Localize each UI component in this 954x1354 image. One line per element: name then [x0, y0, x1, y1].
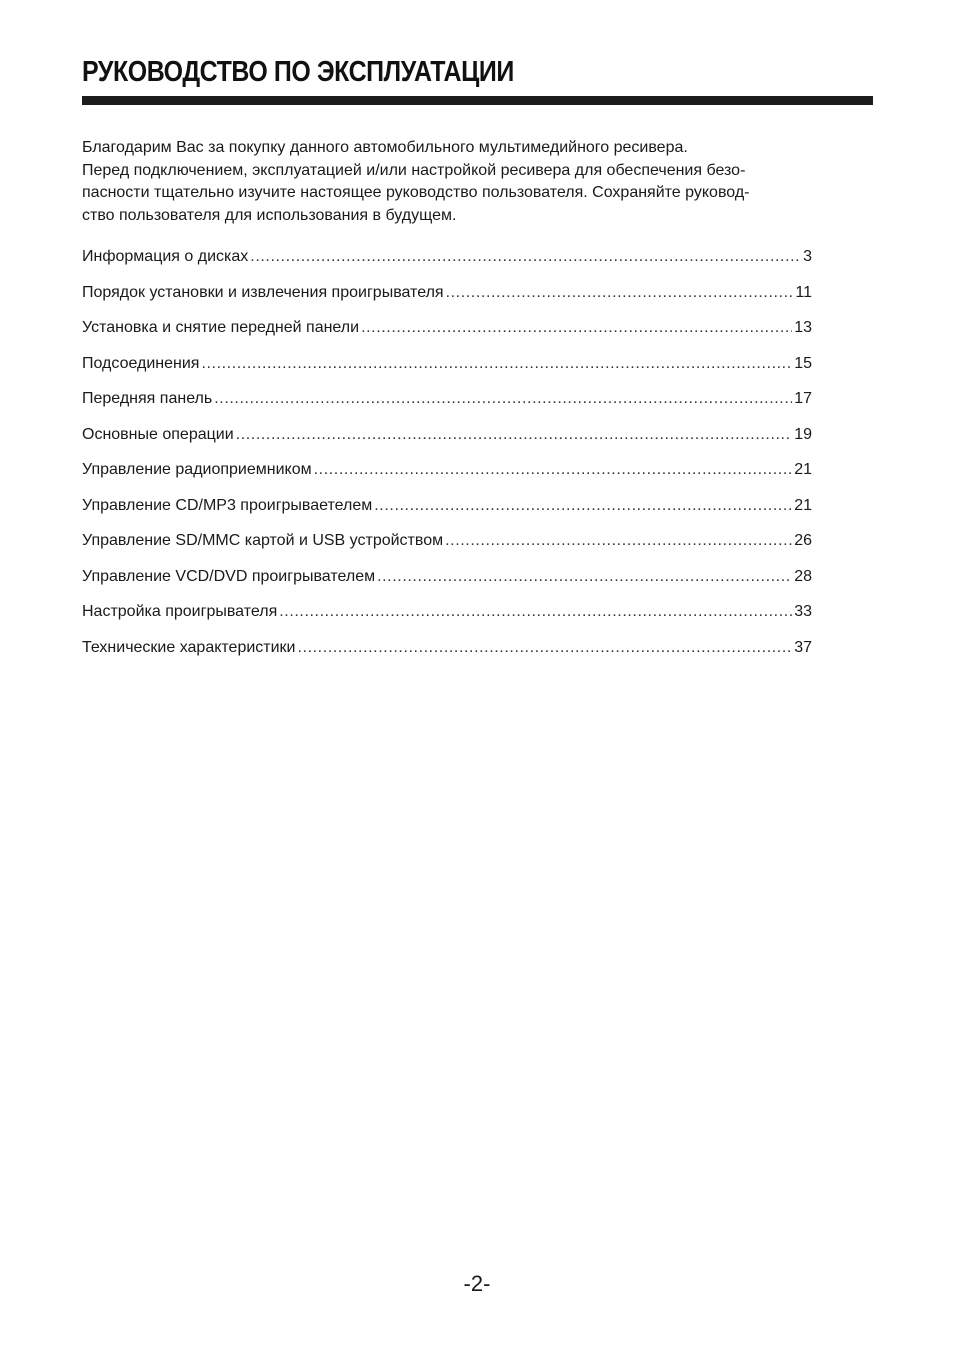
- toc-entry-page: 33: [794, 603, 812, 620]
- intro-line: ство пользователя для использования в будущем.: [82, 206, 457, 224]
- page-title: РУКОВОДСТВО ПО ЭКСПЛУАТАЦИИ: [82, 56, 514, 88]
- toc-entry-label: Управление SD/MMC картой и USB устройством: [82, 532, 444, 549]
- toc-entry-label: Управление VCD/DVD проигрывателем: [82, 567, 376, 585]
- toc-entry-sd-usb[interactable]: [82, 528, 812, 564]
- toc-entry-page: 11: [795, 283, 812, 301]
- toc-leader-dots: [314, 457, 793, 483]
- toc-entry-page: 37: [794, 638, 812, 656]
- toc-entry-page: 17: [794, 390, 812, 407]
- toc-entry-label: Передняя панель: [82, 390, 213, 407]
- intro-line: Перед подключением, эксплуатацией и/или настройкой ресивера для обеспечения безо-: [82, 161, 746, 179]
- toc-entry-connections[interactable]: [82, 351, 812, 387]
- toc-entry-cd-mp3[interactable]: [82, 493, 812, 529]
- toc-entry-vcd-dvd[interactable]: [82, 564, 812, 600]
- toc-entry-label: Настройка проигрывателя: [82, 603, 278, 620]
- toc-entry-specifications[interactable]: [82, 635, 812, 671]
- toc-entry-label: Основные операции: [82, 425, 234, 443]
- toc-entry-page: 19: [794, 425, 812, 443]
- toc-entry-front-panel-install[interactable]: [82, 315, 812, 351]
- toc-entry-label: Подсоединения: [82, 354, 200, 372]
- toc-entry-page: 21: [794, 496, 812, 514]
- toc-leader-dots: [377, 564, 792, 590]
- toc-entry-basic-operations[interactable]: [82, 422, 812, 458]
- toc-leader-dots: [201, 351, 792, 377]
- toc-leader-dots: [298, 635, 793, 661]
- toc-entry-page: 3: [803, 248, 812, 265]
- toc-entry-page: 21: [794, 461, 812, 478]
- toc-entry-label: Установка и снятие передней панели: [82, 319, 360, 336]
- title-rule: [82, 96, 873, 105]
- intro-paragraph: [82, 137, 882, 227]
- toc-entry-label: Порядок установки и извлечения проигрывателя: [82, 283, 444, 301]
- toc-entry-label: Технические характеристики: [82, 638, 296, 656]
- toc-entry-front-panel[interactable]: [82, 386, 812, 422]
- toc-leader-dots: [446, 280, 794, 306]
- toc-entry-label: Управление CD/MP3 проигрываетелем: [82, 496, 373, 514]
- toc-leader-dots: [445, 528, 792, 554]
- intro-line: пасности тщательно изучите настоящее руководство пользователя. Сохраняйте руковод-: [82, 184, 750, 201]
- intro-line: Благодарим Вас за покупку данного автомобильного мультимедийного ресивера.: [82, 139, 688, 156]
- toc-entry-page: 15: [794, 354, 812, 372]
- toc-entry-player-setup[interactable]: [82, 599, 812, 635]
- toc-entry-label: Информация о дисках: [82, 248, 249, 265]
- page-number: -2-: [463, 1271, 491, 1296]
- toc-leader-dots: [279, 599, 792, 625]
- toc-entry-label: Управление радиоприемником: [82, 461, 312, 478]
- table-of-contents: [82, 244, 812, 670]
- toc-entry-disc-info[interactable]: [82, 244, 812, 280]
- toc-leader-dots: [250, 244, 801, 270]
- toc-leader-dots: [374, 493, 792, 519]
- toc-entry-radio[interactable]: [82, 457, 812, 493]
- toc-leader-dots: [214, 386, 792, 412]
- toc-entry-page: 28: [794, 567, 812, 585]
- toc-entry-page: 13: [794, 319, 812, 336]
- toc-leader-dots: [361, 315, 792, 341]
- toc-leader-dots: [236, 422, 793, 448]
- toc-entry-page: 26: [794, 532, 812, 549]
- toc-entry-install-remove[interactable]: [82, 280, 812, 316]
